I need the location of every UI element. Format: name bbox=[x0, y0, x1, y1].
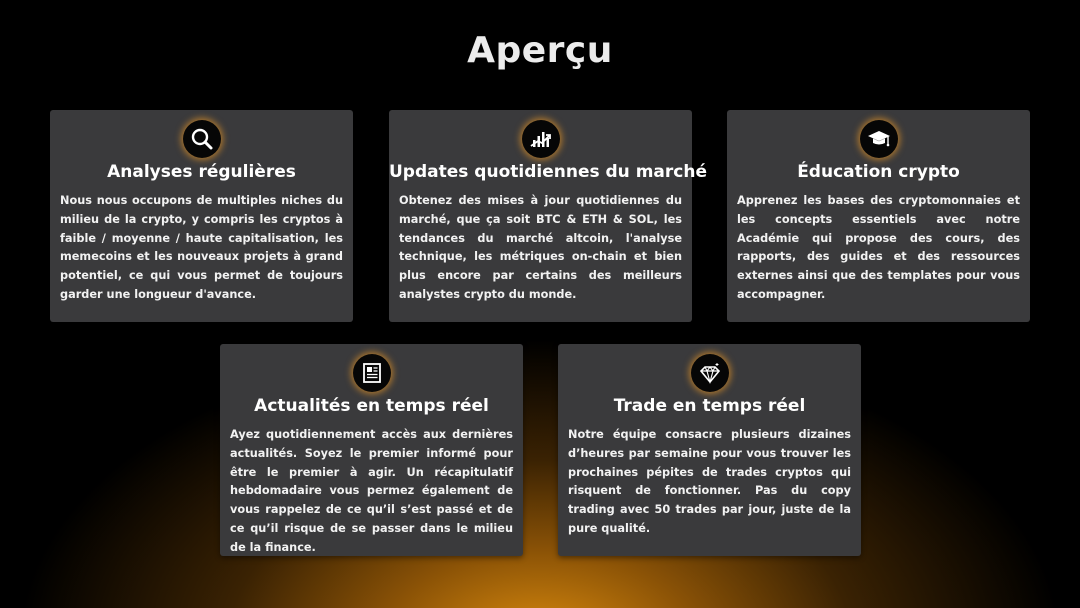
chart-growth-icon bbox=[528, 126, 554, 152]
card-text: Obtenez des mises à jour quotidiennes du marché, que ça soit BTC & ETH & SOL, les tendances du marché altcoin, l'analyse technique, les métriques on-chain et bien plus encore par certains des meilleurs analystes crypto du monde. bbox=[399, 194, 682, 301]
card-updates bbox=[389, 110, 707, 322]
card-text: Nous nous occupons de multiples niches du milieu de la crypto, y compris les cryptos à faible / moyenne / haute capitalisation, les memecoins et les nouveaux projets à grand potentiel, ce qui vous permet de toujours garder une longueur d'avance. bbox=[60, 194, 343, 301]
card-title: Éducation crypto bbox=[797, 162, 960, 182]
badge bbox=[353, 354, 391, 392]
badge bbox=[522, 120, 560, 158]
badge bbox=[183, 120, 221, 158]
card-trade bbox=[558, 344, 861, 556]
graduation-cap-icon bbox=[866, 126, 892, 152]
card-text: Apprenez les bases des cryptomonnaies et les concepts essentiels avec notre Académie qui propose des cours, des rapports, des guides et des ressources externes ainsi que des templates pour vous accompagner. bbox=[737, 194, 1020, 301]
badge bbox=[691, 354, 729, 392]
magnifier-icon bbox=[189, 126, 215, 152]
card-actualites bbox=[220, 344, 523, 556]
card-text: Notre équipe consacre plusieurs dizaines d’heures par semaine pour vous trouver les prochaines pépites de trades cryptos qui risquent de fonctionner. Pas du copy trading avec 50 trades par jour, juste de la pure qualité. bbox=[568, 428, 851, 535]
diamond-icon bbox=[697, 360, 723, 386]
card-title: Updates quotidiennes du marché bbox=[389, 162, 707, 182]
card-text: Ayez quotidiennement accès aux dernières actualités. Soyez le premier informé pour être le premier à agir. Un récapitulatif hebdomadaire vous permez également de vous rappelez de ce qu’il s’est passé et de ce qu’il risque de se passer dans le milieu de la finance. bbox=[230, 428, 513, 554]
badge bbox=[860, 120, 898, 158]
page-title: Aperçu bbox=[467, 30, 613, 71]
card-education bbox=[727, 110, 1030, 322]
card-title: Trade en temps réel bbox=[613, 396, 806, 416]
card-title: Analyses régulières bbox=[107, 162, 296, 182]
newspaper-icon bbox=[359, 360, 385, 386]
card-analyses bbox=[50, 110, 353, 322]
card-title: Actualités en temps réel bbox=[254, 396, 489, 416]
